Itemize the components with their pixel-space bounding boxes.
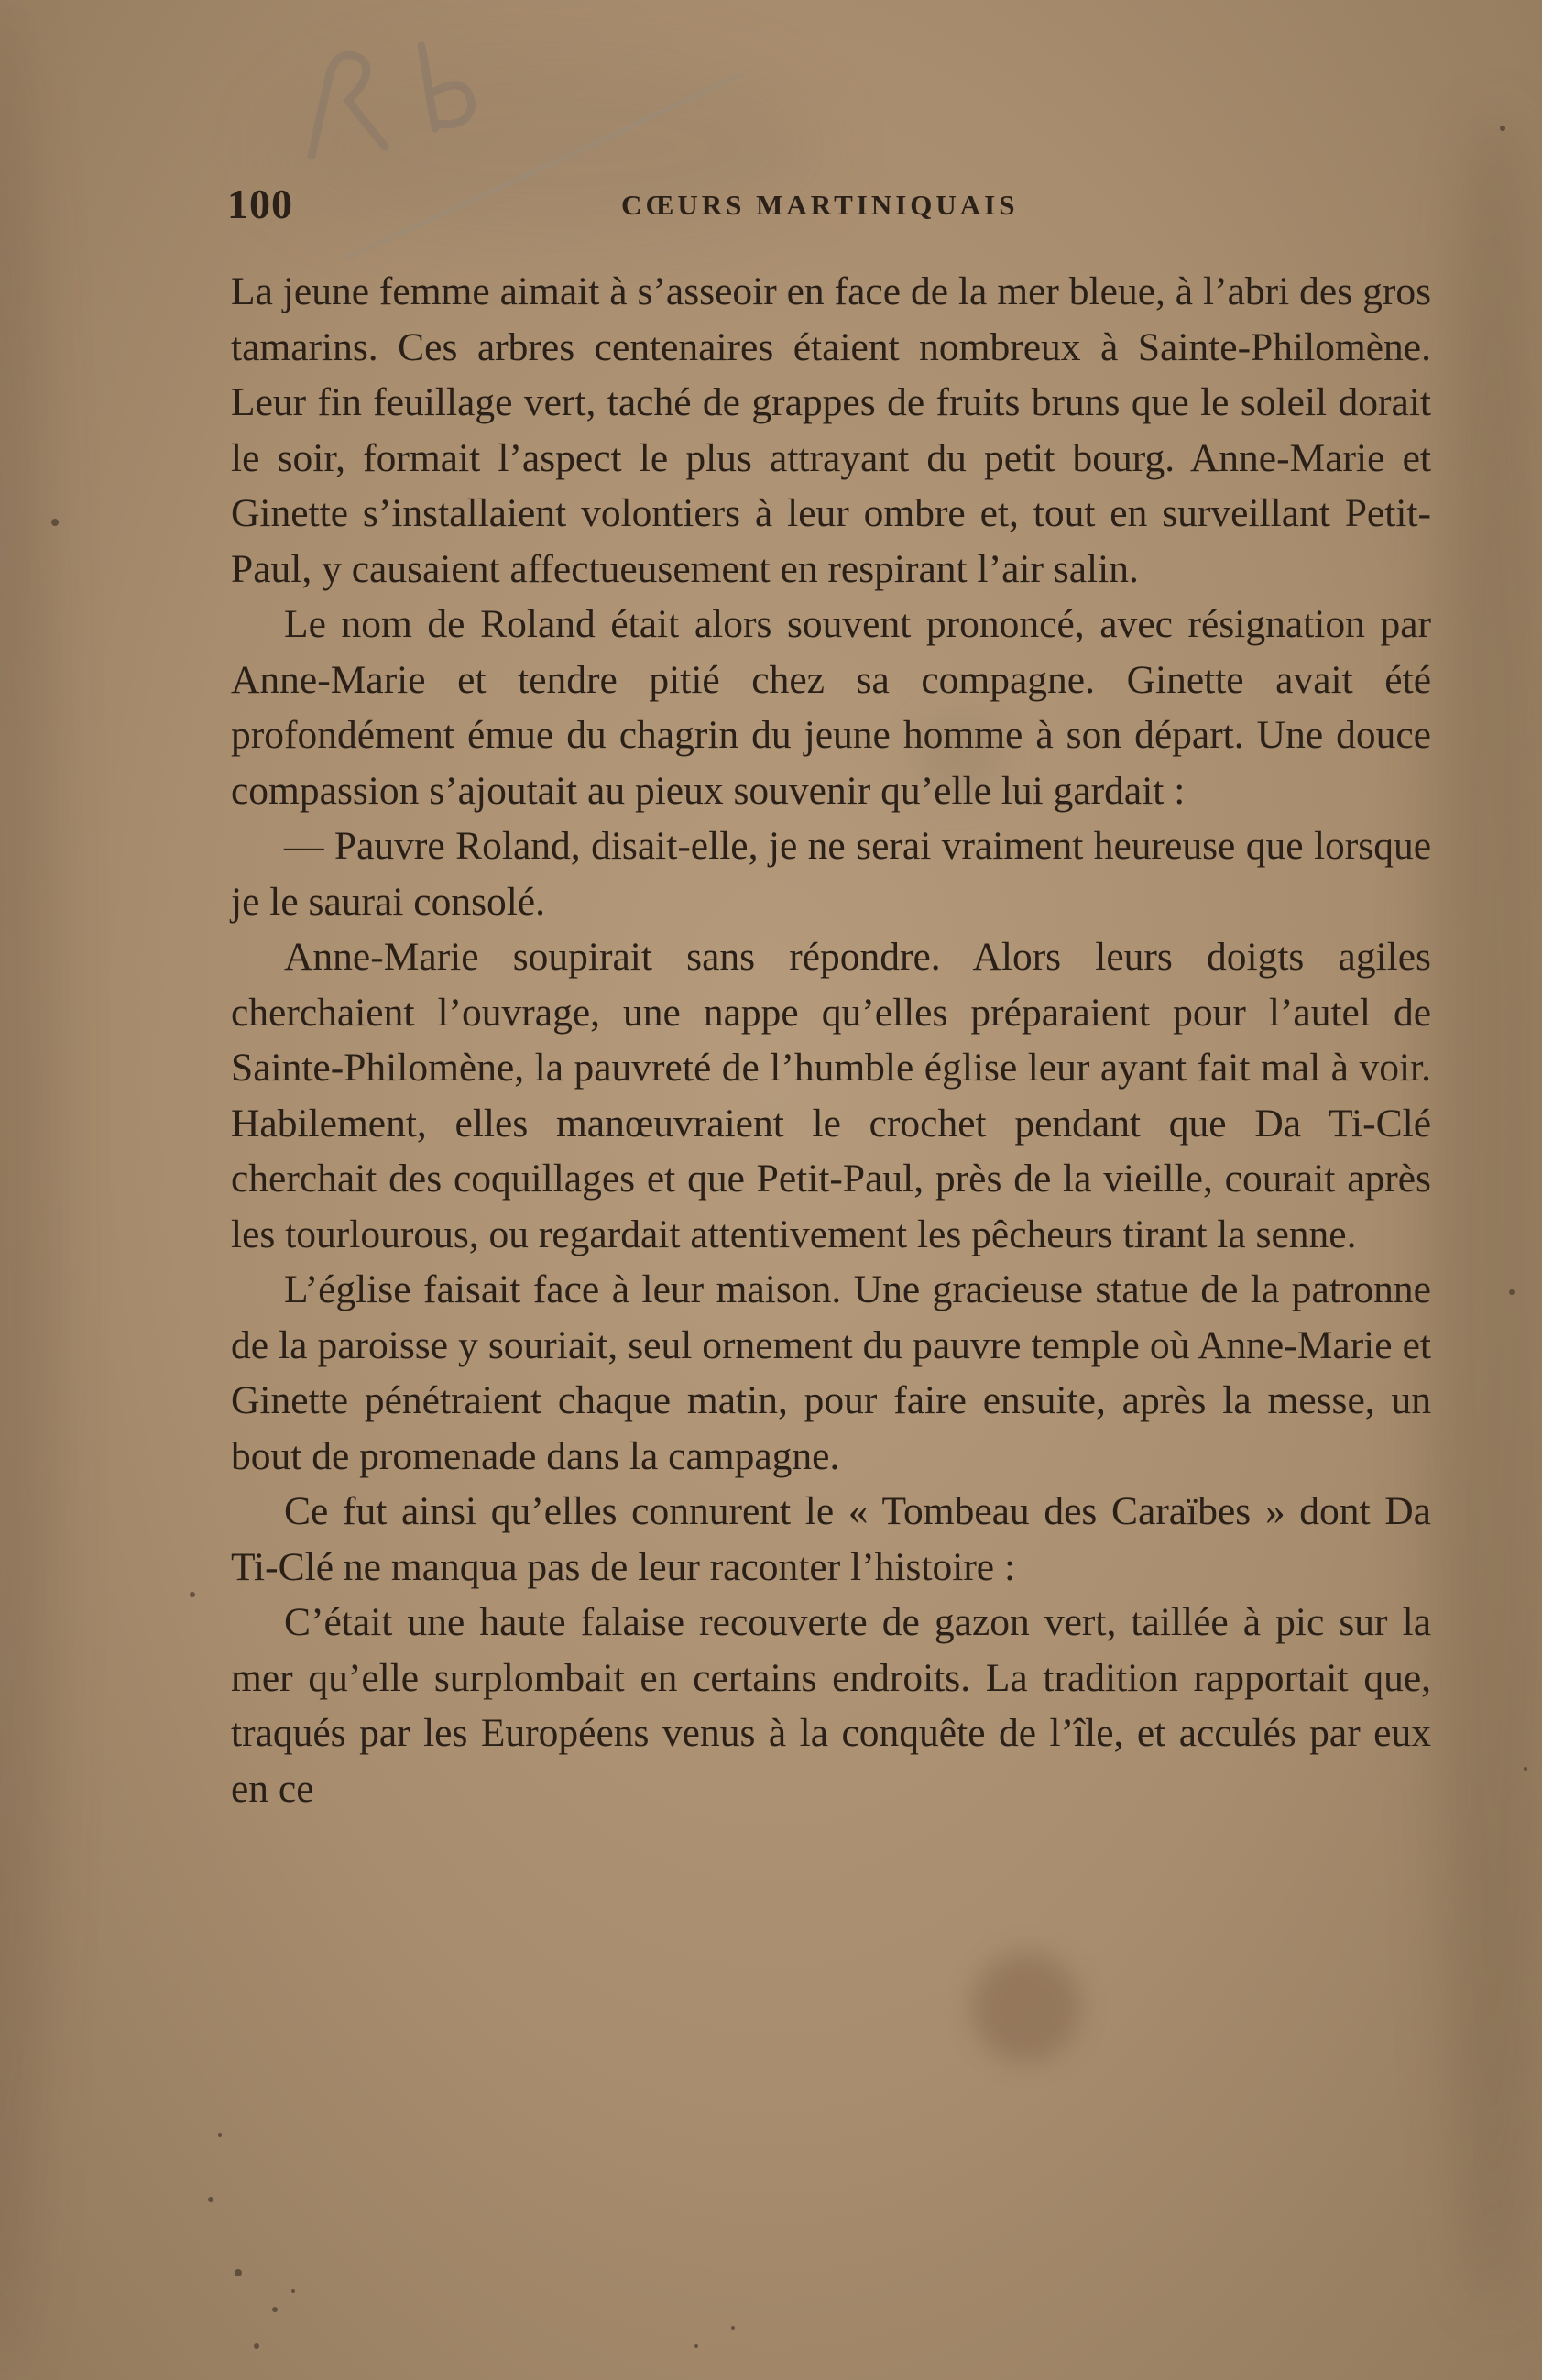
running-title: CŒURS MARTINIQUAIS xyxy=(621,189,1019,221)
stain-spot xyxy=(971,1952,1081,2062)
page-number: 100 xyxy=(227,181,293,227)
paragraph: Ce fut ainsi qu’elles connurent le « Tombeau des Caraïbes » dont Da Ti-Clé ne manqua pas de leur raconter l’histoire : xyxy=(231,1489,1431,1589)
page-header xyxy=(227,180,1437,235)
page-shadow-left xyxy=(0,0,55,2380)
body-text xyxy=(231,264,1431,1816)
paragraph: C’était une haute falaise recouverte de gazon vert, taillée à pic sur la mer qu’elle surplombait en certains endroits. La tradition rapportait que, traqués par les Européens venus à la conquête de l’île, et acculés par eux en ce xyxy=(231,1600,1431,1811)
pencil-stroke xyxy=(330,73,770,275)
dialogue-paragraph: — Pauvre Roland, disait-elle, je ne serai vraiment heureuse que lorsque je le saurai consolé. xyxy=(231,824,1431,924)
paragraph: La jeune femme aimait à s’asseoir en face de la mer bleue, à l’abri des gros tamarins. Ces arbres centenaires étaient nombreux à Sainte-Philomène. Leur fin feuillage vert, taché de grappes de fruits bruns que le soleil dorait le soir, formait l’aspect le plus attrayant du petit bourg. Anne-Marie et Ginette s’installaient volontiers à leur ombre et, tout en surveillant Petit-Paul, y causaient affectueusement en respirant l’air salin. xyxy=(231,269,1431,591)
paragraph: L’église faisait face à leur maison. Une gracieuse statue de la patronne de la paroisse y souriait, seul ornement du pauvre temple où Anne-Marie et Ginette pénétraient chaque matin, pour faire ensuite, après la messe, un bout de promenade dans la campagne. xyxy=(231,1267,1431,1478)
page-shadow-right xyxy=(1429,110,1542,2309)
paragraph: Anne-Marie soupirait sans répondre. Alors leurs doigts agiles cherchaient l’ouvrage, une nappe qu’elles préparaient pour l’autel de Sainte-Philomène, la pauvreté de l’humble église leur ayant fait mal à voir. Habilement, elles manœuvraient le crochet pendant que Da Ti-Clé cherchait des coquillages et que Petit-Paul, près de la vieille, courait après les tourlourous, ou regardait attentivement les pêcheurs tirant la senne. xyxy=(231,935,1431,1256)
paragraph: Le nom de Roland était alors souvent prononcé, avec résignation par Anne-Marie et tendre pitié chez sa compagne. Ginette avait été profondément émue du chagrin du jeune homme à son départ. Une douce compassion s’ajoutait au pieux souvenir qu’elle lui gardait : xyxy=(231,602,1431,813)
